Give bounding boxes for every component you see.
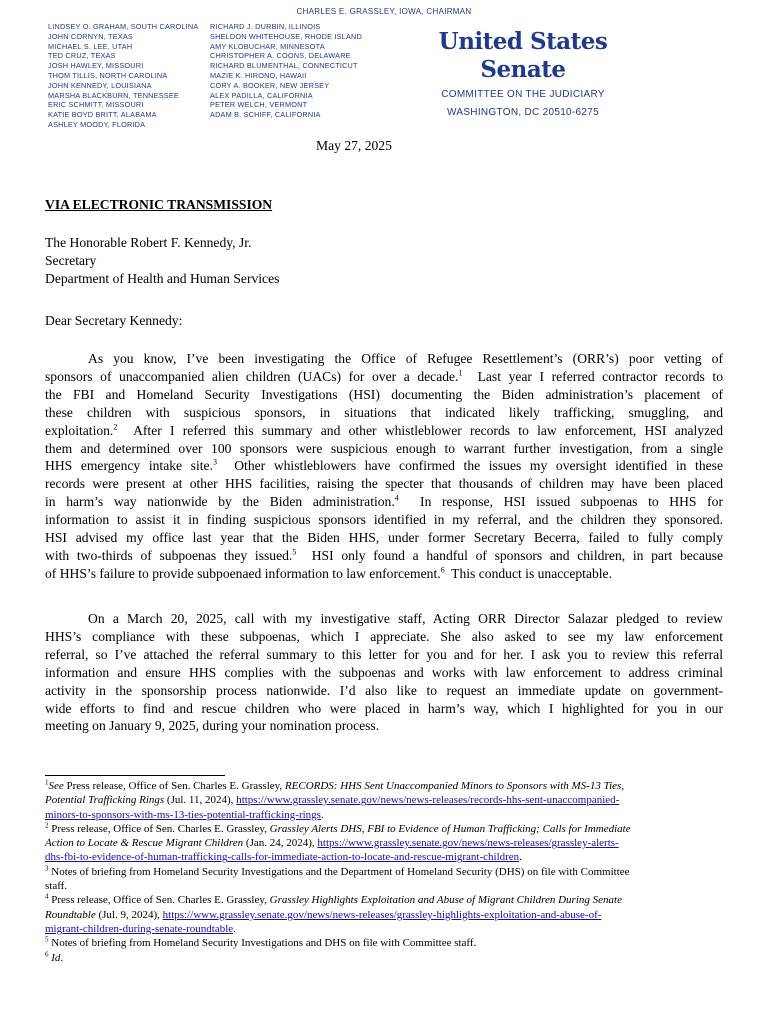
minority-members-list: [210, 22, 362, 120]
line-text: On a March 20, 2025, call with my investigative staff, Acting ORR Director Salazar pledged to review: [88, 611, 723, 626]
footnote-text: .: [60, 951, 64, 964]
line-text: This conduct is unacceptable.: [444, 565, 612, 581]
line-text: Other whistleblowers have confirmed the issues my oversight identified in these: [216, 458, 723, 474]
member-name: MICHAEL S. LEE, UTAH: [48, 41, 133, 51]
footnote-line: [45, 879, 725, 893]
institution-name: United States Senate: [438, 28, 608, 83]
footnote-title: Roundtable: [45, 908, 96, 921]
footnote-title: See: [48, 780, 64, 792]
member-name: ADAM B. SCHIFF, CALIFORNIA: [210, 110, 321, 120]
footnote-text: staff.: [45, 880, 68, 893]
line-text: In response, HSI issued subpoenas to HHS for: [398, 494, 723, 510]
paragraph-line: [45, 700, 723, 718]
footnote-divider: [45, 775, 225, 776]
majority-members-list: [48, 22, 198, 130]
paragraph-line: [45, 350, 723, 368]
line-text: activity in the sponsorship process nationwide. I’d also like to request an immediate update on government-: [45, 682, 723, 698]
paragraph-line: [45, 646, 723, 664]
footnote-text: .: [320, 808, 324, 821]
line-text: of HHS’s failure to provide subpoenaed information to law enforcement.: [45, 565, 441, 581]
footnote-number: 6: [45, 949, 49, 958]
member-name: RICHARD J. DURBIN, ILLINOIS: [210, 22, 321, 31]
footnote-link[interactable]: dhs-fbi-to-evidence-of-human-trafficking-calls-for-immediate-action-to-locate-and-rescue-migrant-children: [45, 851, 520, 864]
footnote-text: (Jul. 11, 2024),: [164, 794, 237, 807]
paragraph-line: [45, 565, 723, 583]
paragraph-line: [45, 682, 723, 700]
member-name: SHELDON WHITEHOUSE, RHODE ISLAND: [210, 31, 362, 41]
paragraph-line: [45, 422, 723, 440]
line-text: in harm’s way nationwide by the Biden administration.: [45, 494, 395, 510]
footnote-text: Notes of briefing from Homeland Security Investigations and DHS on file with Committee staff.: [48, 937, 477, 950]
member-name: ERIC SCHMITT, MISSOURI: [48, 100, 144, 110]
footnote-number: 4: [45, 892, 49, 901]
member-name: THOM TILLIS, NORTH CAROLINA: [48, 70, 168, 80]
member-name: MARSHA BLACKBURN, TENNESSEE: [48, 90, 179, 100]
footnote-text: Press release, Office of Sen. Charles E. Grassley,: [63, 780, 285, 792]
footnote-number: 1: [45, 778, 49, 787]
committee-address: WASHINGTON, DC 20510-6275: [447, 107, 599, 118]
recipient-line: Secretary: [45, 252, 97, 268]
footnote-text: Press release, Office of Sen. Charles E. Grassley,: [48, 894, 270, 907]
footnote-line: [45, 836, 725, 850]
paragraph-line: [45, 529, 723, 547]
footnote-line: [45, 779, 725, 793]
paragraph-line: [45, 717, 723, 735]
line-text: records were present at other HHS facilities, raising the specter that thousands of children may have been placed: [45, 476, 723, 492]
paragraph-line: [45, 368, 723, 386]
line-text: wide efforts to find and rescue children who were placed in harm’s way, which I highlighted for you in our: [45, 700, 723, 716]
footnote-link[interactable]: https://www.grassley.senate.gov/news/news-releases/grassley-highlights-exploitation-and-abuse-of-: [162, 908, 602, 921]
footnote-text: .: [233, 922, 236, 935]
footnote-ref: 6: [440, 565, 445, 575]
member-name: AMY KLOBUCHAR, MINNESOTA: [210, 41, 325, 51]
line-text: referral, so I’ve attached the referral summary to this letter for you and for her. I ask you to review this referral: [45, 646, 723, 662]
footnote-link[interactable]: migrant-children-during-senate-roundtable: [45, 922, 234, 935]
footnote-line: [45, 808, 725, 822]
footnote-line: [45, 865, 725, 879]
paragraph-line: [45, 610, 723, 628]
line-text: exploitation.: [45, 422, 114, 438]
line-text: the FBI and Homeland Security Investigations (HSI) documenting the Biden administration’s placement of: [45, 386, 723, 402]
footnote-line: [45, 822, 725, 836]
footnote-6: [45, 951, 725, 965]
member-name: TED CRUZ, TEXAS: [48, 51, 116, 61]
footnote-number: 2: [45, 821, 49, 830]
member-name: CORY A. BOOKER, NEW JERSEY: [210, 80, 330, 90]
paragraph-line: [45, 440, 723, 458]
paragraph-line: [45, 457, 723, 475]
line-text: HSI advised my office last year that the Biden HHS, under former Secretary Becerra, failed to fully comply: [45, 530, 723, 546]
line-text: sponsors of unaccompanied alien children (UACs) for over a decade.: [45, 368, 459, 384]
footnote-title: Potential Trafficking Rings: [45, 794, 165, 807]
footnote-text: (Jan. 24, 2024),: [243, 837, 318, 850]
footnote-line: [45, 951, 725, 965]
paragraph-line: [45, 493, 723, 511]
senate-seal-block: [418, 28, 628, 120]
footnote-title: Id: [51, 951, 61, 964]
member-name: MAZIE K. HIRONO, HAWAII: [210, 70, 307, 80]
footnote-line: [45, 922, 725, 936]
footnote-ref: 4: [394, 493, 399, 503]
salutation: Dear Secretary Kennedy:: [45, 313, 183, 328]
line-text: these children with suspicious sponsors, in situations that indicated likely trafficking, smuggling, and: [45, 404, 723, 420]
paragraph-line: [45, 475, 723, 493]
body-paragraph-2: [45, 610, 723, 735]
footnote-title: Action to Locate & Rescue Migrant Children: [45, 837, 244, 850]
paragraph-line: [45, 511, 723, 529]
body-paragraph-1: [45, 350, 723, 583]
member-name: JOSH HAWLEY, MISSOURI: [48, 61, 144, 71]
member-name: ASHLEY MOODY, FLORIDA: [48, 119, 146, 129]
recipient-line: Department of Health and Human Services: [45, 270, 280, 286]
member-name: LINDSEY O. GRAHAM, SOUTH CAROLINA: [48, 22, 199, 31]
footnote-line: [45, 908, 725, 922]
line-text: HHS emergency intake site.: [45, 458, 213, 474]
letter-date: May 27, 2025: [316, 138, 392, 153]
recipient-address: [45, 234, 279, 288]
committee-name: COMMITTEE ON THE JUDICIARY: [441, 89, 605, 100]
line-text: with two-thirds of subpoenas they issued.: [45, 547, 293, 563]
footnote-text: .: [519, 851, 522, 864]
member-name: KATIE BOYD BRITT, ALABAMA: [48, 110, 157, 120]
footnote-line: [45, 793, 725, 807]
paragraph-line: [45, 628, 723, 646]
line-text: HSI only found a handful of sponsors and children, in part because: [296, 547, 723, 563]
line-text: information and ensure HHS complies with the subpoenas and works with law enforcement to address criminal: [45, 664, 723, 680]
footnote-number: 3: [45, 864, 49, 873]
footnote-2: [45, 822, 725, 865]
transmission-heading: VIA ELECTRONIC TRANSMISSION: [45, 197, 273, 212]
footnote-5: [45, 936, 725, 950]
member-name: RICHARD BLUMENTHAL, CONNECTICUT: [210, 61, 358, 71]
footnotes: [45, 779, 725, 965]
footnote-number: 5: [45, 935, 49, 944]
footnote-3: [45, 865, 725, 894]
footnote-line: [45, 936, 725, 950]
footnote-text: Notes of briefing from Homeland Security Investigations and the Department of Homeland Security (DHS) on file with Committee: [48, 865, 630, 878]
line-text: As you know, I’ve been investigating the Office of Refugee Resettlement’s (ORR’s) poor vetting of: [88, 351, 723, 366]
footnote-text: Press release, Office of Sen. Charles E. Grassley,: [48, 822, 270, 835]
footnote-line: [45, 893, 725, 907]
paragraph-line: [45, 664, 723, 682]
line-text: HHS’s compliance with these subpoenas, which I appreciate. She also asked to see my law enforcement: [45, 628, 723, 644]
footnote-ref: 3: [212, 457, 217, 467]
footnote-title: Grassley Highlights Exploitation and Abuse of Migrant Children During Senate: [269, 894, 622, 907]
member-name: PETER WELCH, VERMONT: [210, 100, 308, 110]
paragraph-line: [45, 547, 723, 565]
line-text: information to assist it in finding suspicious sponsors identified in my referral, and the children they sponsored.: [45, 512, 723, 528]
footnote-title: RECORDS: HHS Sent Unaccompanied Minors to Sponsors with MS-13 Ties,: [284, 780, 625, 792]
line-text: After I referred this summary and other whistleblower records to law enforcement, HSI analyzed: [117, 422, 723, 438]
footnote-4: [45, 893, 725, 936]
footnote-ref: 5: [292, 547, 297, 557]
footnote-1: [45, 779, 725, 822]
footnote-ref: 1: [458, 368, 463, 378]
footnote-link[interactable]: https://www.grassley.senate.gov/news/news-releases/grassley-alerts-: [317, 837, 619, 850]
footnote-link[interactable]: https://www.grassley.senate.gov/news/news-releases/records-hhs-sent-unaccompanied-: [236, 794, 620, 807]
chairman-line: CHARLES E. GRASSLEY, IOWA, CHAIRMAN: [296, 7, 472, 16]
footnote-link[interactable]: minors-to-sponsors-with-ms-13-ties-potential-trafficking-rings: [45, 808, 321, 821]
member-name: JOHN KENNEDY, LOUISIANA: [48, 80, 152, 90]
line-text: meeting on January 9, 2025, during your nomination process.: [45, 718, 380, 734]
footnote-title: Grassley Alerts DHS, FBI to Evidence of Human Trafficking; Calls for Immediate: [269, 822, 631, 835]
member-name: JOHN CORNYN, TEXAS: [48, 31, 133, 41]
footnote-ref: 2: [113, 422, 118, 432]
member-name: ALEX PADILLA, CALIFORNIA: [210, 90, 313, 100]
footnote-text: (Jul. 9, 2024),: [95, 908, 163, 921]
member-name: CHRISTOPHER A. COONS, DELAWARE: [210, 51, 351, 61]
paragraph-line: [45, 386, 723, 404]
footnote-line: [45, 850, 725, 864]
line-text: them and determined over 100 sponsors were suspicious enough to warrant further investigation, from a single: [45, 440, 723, 456]
paragraph-line: [45, 404, 723, 422]
recipient-line: The Honorable Robert F. Kennedy, Jr.: [45, 235, 252, 250]
line-text: Last year I referred contractor records to: [462, 368, 723, 384]
